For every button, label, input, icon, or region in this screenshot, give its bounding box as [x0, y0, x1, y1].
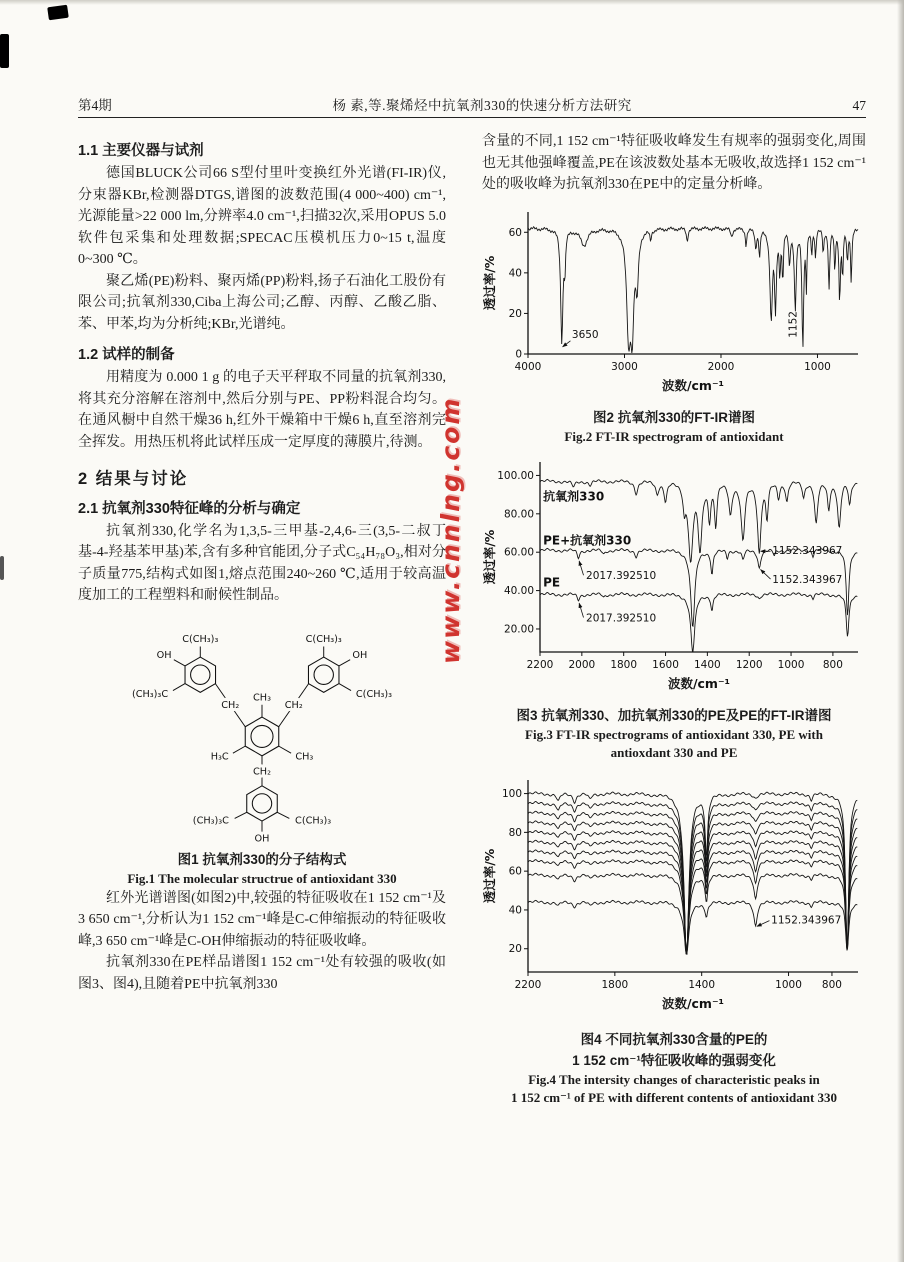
scan-artifact: [0, 34, 9, 68]
scan-edge-top: [0, 0, 904, 5]
tbutyl-label: C(CH₃)₃: [295, 815, 332, 827]
svg-text:PE: PE: [543, 575, 561, 590]
svg-text:1000: 1000: [777, 658, 805, 671]
fig1-caption-cn: 图1 抗氧剂330的分子结构式: [177, 851, 347, 867]
scan-artifact: [0, 556, 4, 580]
fig2-caption-en: Fig.2 FT-IR spectrogram of antioxidant: [564, 428, 784, 444]
figure-4: [482, 772, 866, 1107]
svg-text:800: 800: [821, 978, 842, 991]
paragraph-antioxidant-properties: 抗氧剂330,化学名为1,3,5-三甲基-2,4,6-三(3,5-二叔丁基-4-羟基苯甲基)苯,含有多种官能团,分子式C₅₄H₇₈O₃,相对分子质量775,结构式如图1,熔点范围240~260 ℃,适用于较高温度加工的工程塑料和耐候性制品。: [78, 523, 446, 604]
paragraph-pe-absorption: 抗氧剂330在PE样品谱图1 152 cm⁻¹处有较强的吸收(如图3、图4),且随着PE中抗氧剂330: [78, 955, 446, 993]
svg-text:1000: 1000: [804, 360, 831, 373]
svg-text:40.00: 40.00: [503, 584, 534, 597]
svg-text:2000: 2000: [707, 360, 735, 373]
tbutyl-label: C(CH₃)₃: [305, 633, 342, 645]
svg-text:40: 40: [508, 904, 522, 917]
svg-text:40: 40: [508, 266, 522, 279]
fig1-molecule-svg: [112, 613, 412, 844]
svg-text:2200: 2200: [514, 978, 542, 991]
fig4-caption-cn: 1 152 cm⁻¹特征吸收峰的强弱变化: [572, 1052, 776, 1068]
benzene-rings: [185, 657, 339, 821]
paragraph-continuation: 含量的不同,1 152 cm⁻¹特征吸收峰发生有规率的强弱变化,周围也无其他强峰覆盖,PE在该波数处基本无吸收,故选择1 152 cm⁻¹处的吸收峰为抗氧剂330在PE中的定量分析峰。: [482, 134, 866, 193]
section-2-heading: 2 结果与讨论: [78, 469, 189, 488]
svg-text:透过率/%: 透过率/%: [482, 529, 497, 585]
svg-text:1800: 1800: [601, 978, 629, 991]
svg-text:4000: 4000: [514, 360, 542, 373]
tbutyl-label: C(CH₃)₃: [355, 688, 393, 700]
svg-text:800: 800: [822, 658, 843, 671]
fig3-caption-en: antioxdant 330 and PE: [610, 744, 738, 760]
watermark: www.cnnlng.com: [436, 396, 465, 664]
svg-text:2200: 2200: [526, 658, 554, 671]
tbutyl-label: C(CH₃)₃: [182, 633, 219, 645]
figure-1: [78, 613, 446, 888]
right-column: [482, 131, 866, 1107]
fig1-caption-en: Fig.1 The molecular structrue of antioxidant 330: [127, 870, 397, 886]
svg-text:1400: 1400: [694, 658, 721, 671]
scan-artifact: [47, 5, 69, 21]
svg-text:100: 100: [501, 788, 522, 801]
section-2-1-heading: 2.1 抗氧剂330特征峰的分析与确定: [78, 500, 301, 517]
header-rule: [78, 117, 866, 118]
running-title: 杨 素,等.聚烯烃中抗氧剂330的快速分析方法研究: [332, 98, 632, 113]
fig3-spectrum-svg: [482, 456, 866, 700]
svg-text:20: 20: [508, 943, 522, 956]
paragraph-materials: 聚乙烯(PE)粉料、聚丙烯(PP)粉料,扬子石油化工股份有限公司;抗氧剂330,Ciba上海公司;乙醇、丙醇、乙酸乙脂、苯、甲苯,均为分析纯;KBr,光谱纯。: [78, 273, 446, 332]
page-header: [78, 94, 866, 114]
section-1-2-heading: 1.2 试样的制备: [78, 347, 175, 364]
svg-text:60.00: 60.00: [503, 546, 534, 559]
figure-2: [482, 206, 866, 446]
ch2-label: CH₂: [221, 699, 240, 711]
tbutyl-label: (CH₃)₃C: [131, 688, 169, 700]
ch2-label: CH₂: [253, 766, 271, 778]
fig4-spectrum-svg: [482, 772, 866, 1024]
paragraph-sample-prep: 用精度为 0.000 1 g 的电子天平秤取不同量的抗氧剂330,将其充分溶解在溶剂中,然后分别与PE、PP粉料混合均匀。在通风橱中自然干燥36 h,红外干燥箱中干燥6 h,直至溶剂完全挥发。用热压机将此试样压成一定厚度的薄膜片,待测。: [78, 370, 446, 451]
svg-text:1400: 1400: [688, 978, 716, 991]
ch2-label: CH₂: [284, 699, 303, 711]
scan-edge-right: [897, 0, 904, 1262]
svg-text:60: 60: [508, 865, 522, 878]
fig2-caption-cn: 图2 抗氧剂330的FT-IR谱图: [592, 409, 756, 425]
svg-text:0: 0: [515, 348, 522, 361]
paragraph-instruments: 德国BLUCK公司66 S型付里叶变换红外光谱(FI-IR)仪,分束器KBr,检测器DTGS,谱图的波数范围(4 000~400) cm⁻¹,光源能量>22 000 lm,分辨率4.0 cm⁻¹,扫描32次,采用OPUS 5.0软件包采集和处理数据;SPECAC压模机压力0~15 t,温度0~300 ℃。: [78, 166, 446, 268]
svg-text:80: 80: [508, 826, 522, 839]
molecule-bonds: [173, 646, 351, 831]
figure-3: [482, 456, 866, 762]
ch3-label: CH₃: [295, 751, 314, 763]
svg-text:1152.343967: 1152.343967: [772, 544, 843, 557]
svg-text:2000: 2000: [568, 658, 596, 671]
svg-text:1600: 1600: [652, 658, 679, 671]
tbutyl-label: (CH₃)₃C: [192, 815, 229, 827]
oh-label: OH: [254, 833, 270, 844]
ch3-label: CH₃: [253, 692, 271, 704]
svg-text:1152.343967: 1152.343967: [772, 573, 843, 586]
svg-text:透过率/%: 透过率/%: [482, 255, 497, 310]
svg-text:1800: 1800: [610, 658, 638, 671]
svg-text:1200: 1200: [735, 658, 763, 671]
svg-text:3650: 3650: [571, 328, 599, 341]
h3c-label: H₃C: [210, 751, 229, 763]
oh-label: OH: [352, 649, 368, 661]
svg-text:2017.392510: 2017.392510: [586, 569, 657, 582]
svg-text:2017.392510: 2017.392510: [586, 612, 657, 625]
svg-text:波数/cm⁻¹: 波数/cm⁻¹: [667, 675, 731, 691]
molecule-labels: [132, 634, 392, 844]
oh-label: OH: [156, 649, 172, 661]
svg-text:20: 20: [508, 307, 522, 320]
svg-text:3000: 3000: [611, 360, 638, 373]
svg-text:80.00: 80.00: [503, 508, 534, 521]
svg-text:1000: 1000: [775, 978, 802, 991]
fig3-caption-cn: 图3 抗氧剂330、加抗氧剂330的PE及PE的FT-IR谱图: [516, 707, 832, 723]
svg-text:60: 60: [508, 226, 522, 239]
fig2-spectrum-svg: [482, 206, 866, 402]
svg-text:1152.343967: 1152.343967: [771, 914, 842, 927]
section-1-1-heading: 1.1 主要仪器与试剂: [78, 143, 204, 159]
fig3-caption-en: Fig.3 FT-IR spectrograms of antioxidant 330, PE with: [525, 726, 823, 742]
journal-issue: 第4期: [78, 98, 112, 113]
paragraph-ir-peaks: 红外光谱谱图(如图2)中,较强的特征吸收在1 152 cm⁻¹及3 650 cm⁻¹,分析认为1 152 cm⁻¹峰是C-C伸缩振动的特征吸收峰,3 650 cm⁻¹峰是C-OH伸缩振动的特征吸收峰。: [78, 890, 446, 949]
left-column: [78, 131, 446, 996]
svg-text:抗氧剂330: 抗氧剂330: [543, 489, 605, 504]
svg-text:1152: 1152: [787, 310, 800, 338]
svg-text:PE+抗氧剂330: PE+抗氧剂330: [543, 533, 632, 548]
fig4-caption-en: 1 152 cm⁻¹ of PE with different contents of antioxidant 330: [510, 1089, 838, 1105]
svg-text:100.00: 100.00: [497, 469, 534, 482]
svg-text:透过率/%: 透过率/%: [482, 848, 497, 904]
svg-text:20.00: 20.00: [503, 623, 534, 636]
fig4-caption-cn: 图4 不同抗氧剂330含量的PE的: [580, 1031, 768, 1047]
page-number: 47: [852, 98, 866, 113]
fig4-caption-en: Fig.4 The intersity changes of characteristic peaks in: [528, 1071, 820, 1087]
svg-text:波数/cm⁻¹: 波数/cm⁻¹: [661, 995, 725, 1011]
svg-text:波数/cm⁻¹: 波数/cm⁻¹: [661, 377, 725, 393]
